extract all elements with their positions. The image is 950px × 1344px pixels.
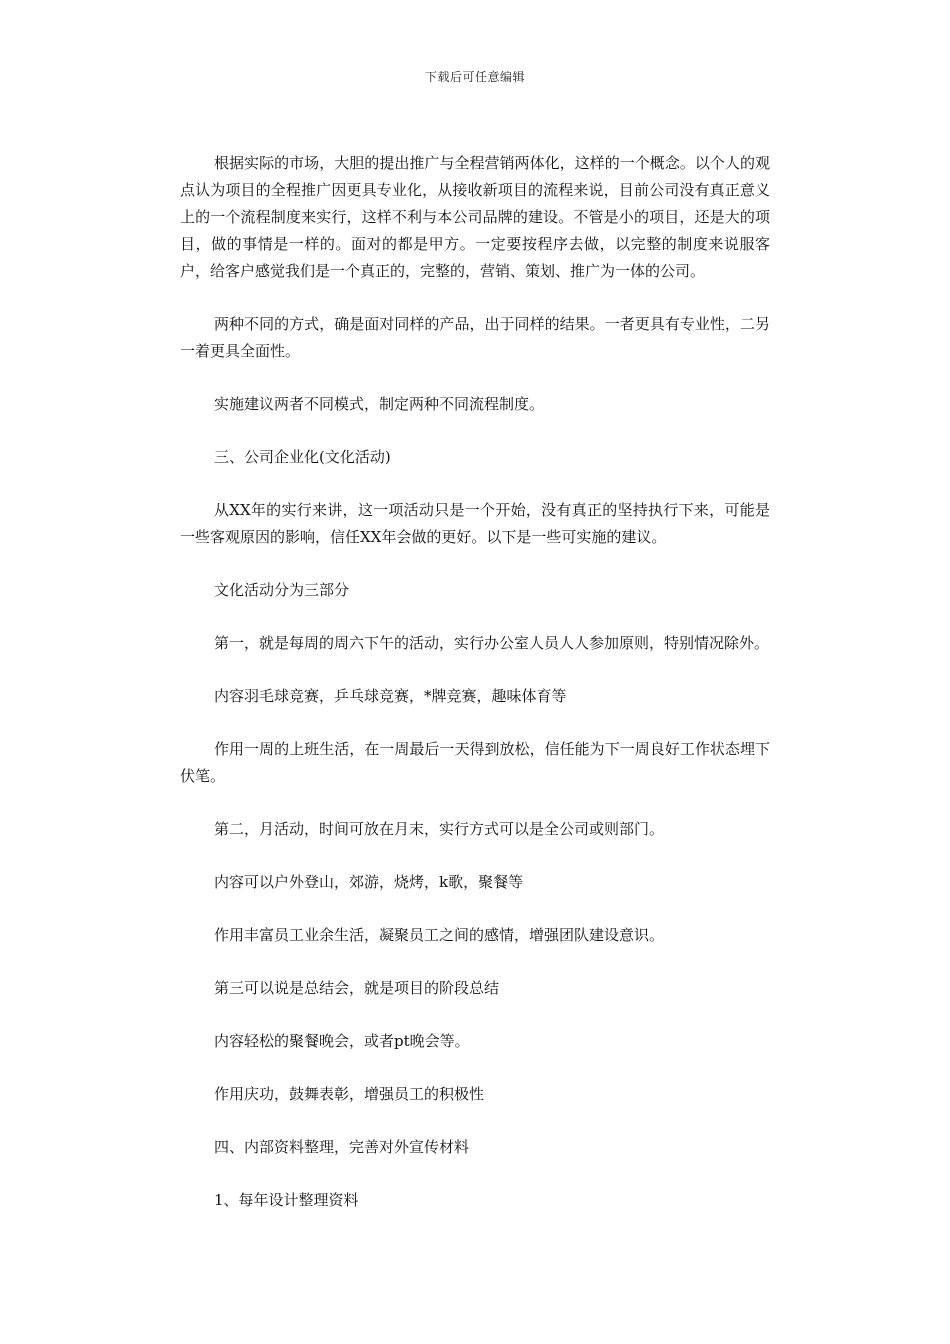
- document-body: [180, 150, 770, 1240]
- paragraph-summary-effect: 作用庆功，鼓舞表彰，增强员工的积极性: [214, 1085, 485, 1103]
- paragraph-monthly-content: 内容可以户外登山，郊游，烧烤，k歌，聚餐等: [214, 873, 524, 891]
- paragraph-culture-review: 从XX年的实行来讲，这一项活动只是一个开始，没有真正的坚持执行下来，可能是一些客观原因的影响，信任XX年会做的更好。以下是一些可实施的建议。: [180, 501, 770, 546]
- page-header: 下载后可任意编辑: [424, 70, 525, 84]
- paragraph-weekly-activity: 第一，就是每周的周六下午的活动，实行办公室人员人人参加原则，特别情况除外。: [214, 634, 770, 652]
- paragraph-market-strategy: 根据实际的市场，大胆的提出推广与全程营销两体化，这样的一个概念。以个人的观点认为项目的全程推广因更具专业化，从接收新项目的流程来说，目前公司没有真正意义上的一个流程制度来实行，这样不利与本公司品牌的建设。不管是小的项目，还是大的项目，做的事情是一样的。面对的都是甲方。一定要按程序去做，以完整的制度来说服客户，给客户感觉我们是一个真正的，完整的，营销、策划、推广为一体的公司。: [180, 154, 770, 280]
- paragraph-monthly-effect: 作用丰富员工业余生活，凝聚员工之间的感情，增强团队建设意识。: [214, 926, 665, 944]
- section-heading-materials: 四、内部资料整理，完善对外宣传材料: [214, 1138, 470, 1156]
- paragraph-summary-meeting: 第三可以说是总结会，就是项目的阶段总结: [214, 979, 500, 997]
- paragraph-three-parts: 文化活动分为三部分: [214, 581, 350, 599]
- paragraph-implementation: 实施建议两者不同模式，制定两种不同流程制度。: [214, 395, 545, 413]
- paragraph-summary-content: 内容轻松的聚餐晚会，或者pt晚会等。: [214, 1032, 470, 1050]
- paragraph-two-methods: 两种不同的方式，确是面对同样的产品，出于同样的结果。一者更具有专业性，二另一着更具全面性。: [180, 315, 770, 360]
- section-heading-culture: 三、公司企业化(文化活动): [214, 448, 391, 466]
- paragraph-monthly-activity: 第二，月活动，时间可放在月末，实行方式可以是全公司或则部门。: [214, 820, 665, 838]
- paragraph-weekly-content: 内容羽毛球竞赛，乒乓球竞赛，*牌竞赛，趣味体育等: [214, 687, 567, 705]
- paragraph-weekly-effect: 作用一周的上班生活，在一周最后一天得到放松，信任能为下一周良好工作状态埋下伏笔。: [180, 740, 770, 785]
- paragraph-annual-materials: 1、每年设计整理资料: [214, 1191, 359, 1209]
